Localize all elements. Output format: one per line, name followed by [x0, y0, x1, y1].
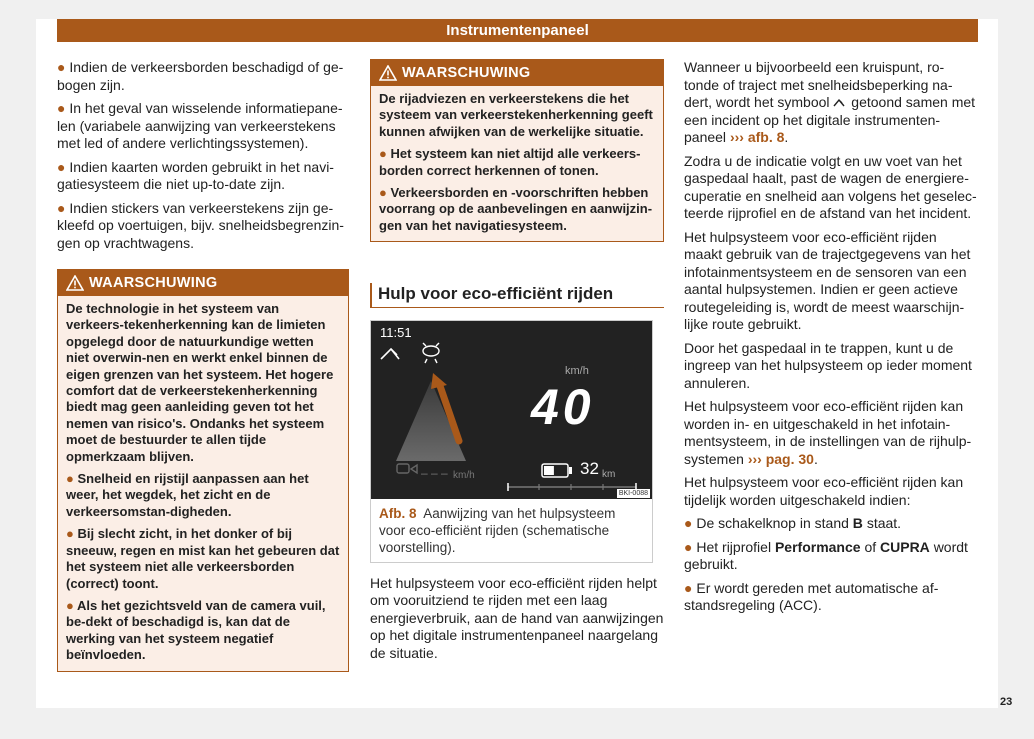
section-title: Hulp voor eco-efficiënt rijden [370, 283, 664, 308]
limit-unit: km/h [453, 469, 475, 481]
range-unit: km [602, 468, 616, 480]
column-middle [370, 59, 664, 668]
warning-box [370, 59, 664, 242]
warning-bullet: ● Snelheid en rijstijl aanpassen aan het weer, het wegdek, het zicht en de verkeersomstan-digheden. [66, 471, 309, 519]
instrument-screen [371, 321, 652, 499]
list-item: ● Indien kaarten worden gebruikt in het navi-gatiesysteem die niet up-to-date zijn. [57, 158, 334, 192]
paragraph: Zodra u de indicatie volgt en uw voet van het gaspedaal haalt, past de wagen de energiere-cuperatie en snelheid aan volgens het geselec-teerde rijprofiel en de afstand van het incident. [684, 152, 977, 221]
bullet-icon: ● [57, 100, 70, 116]
page-number: 23 [1000, 696, 1013, 708]
paragraph: Het hulpsysteem voor eco-efficiënt rijden maakt gebruik van de trajectgegevens van het infotainmentsysteem en de sensoren van een aantal hulpsystemen. Indien er geen actieve routegeleiding is, wordt de meest waarschijn-lijke route gebruikt. [684, 228, 971, 332]
warning-bullet: ● Het systeem kan niet altijd alle verkeers-borden correct herkennen of tonen. [379, 146, 641, 178]
sign-recognition-icon [397, 464, 417, 473]
warning-title: WAARSCHUWING [371, 60, 663, 86]
eco-assist-icon [381, 349, 399, 359]
figure-code: BKI-0088 [618, 489, 648, 497]
warning-box [57, 269, 349, 672]
warning-body [371, 86, 663, 241]
list-item: ● De schakelknop in stand B staat. [684, 515, 902, 531]
paragraph: Het hulpsysteem voor eco-efficiënt rijden kan worden in- en uitgeschakeld in het infotain-mentsysteem, in de instellingen van de rijhulp-systemen ››› pag. 30. [684, 398, 972, 467]
list-item: ● Er wordt gereden met automatische af-standsregeling (ACC). [684, 579, 939, 613]
speed-value: 40 [531, 378, 595, 435]
warning-triangle-icon [379, 65, 397, 81]
warning-bullet: ● Verkeersborden en -voorschriften hebben voorrang op de aanbevelingen en aanwijzin-gen van het navigatiesysteem. [379, 185, 653, 233]
page-link[interactable]: pag. 30 [765, 450, 814, 467]
clock-time: 11:51 [380, 324, 412, 340]
bullet-icon: ● [57, 59, 70, 75]
list-item: ● Indien de verkeersborden beschadigd of ge-bogen zijn. [57, 59, 344, 93]
list-item: ● Het rijprofiel Performance of CUPRA wordt gebruikt. [684, 538, 968, 572]
list-item: ● In het geval van wisselende informatiepane-len (variabele aanwijzing van verkeerstekens met led of andere verlichtingssystemen). [57, 100, 343, 151]
warning-title: WAARSCHUWING [58, 270, 348, 296]
bullet-icon: ● [57, 199, 70, 216]
paragraph: Wanneer u bijvoorbeeld een kruispunt, ro-tonde of traject met snelheidsbeperking na-dert, wordt het symbool getoond samen met een incident op het digitale instrumenten-paneel ››› afb. 8. [684, 59, 976, 145]
intro-paragraph: Het hulpsysteem voor eco-efficiënt rijden helpt om vooruitziend te rijden met een laag energieverbruik, aan de hand van aanwijzingen op het digitale instrumentenpaneel naargelang de situatie. [370, 574, 664, 661]
warning-triangle-icon [66, 275, 84, 291]
figure-caption: Afb. 8 Aanwijzing van het hulpsysteem voor eco-efficiënt rijden (schematische voorstelling). [371, 499, 652, 562]
battery-icon [542, 464, 572, 477]
eco-assist-icon [833, 96, 847, 108]
warning-intro: De rijadviezen en verkeerstekens die het systeem van verkeerstekenherkenning geeft kunnen afwijken van de werkelijke situatie. [379, 91, 653, 139]
bullet-icon: ● [57, 158, 70, 175]
warning-bullet: ● Als het gezichtsveld van de camera vuil, be-dekt of beschadigd is, kan dat de werking van het systeem negatief beïnvloeden. [66, 597, 326, 663]
list-item: ● Indien stickers van verkeerstekens zijn ge-kleefd op voertuigen, bijv. snelheidsbegrenzin-gen op vrachtwagens. [57, 199, 344, 251]
paragraph: Het hulpsysteem voor eco-efficiënt rijden kan tijdelijk worden uitgeschakeld indien: [684, 474, 964, 508]
figure [370, 320, 653, 563]
paragraph: Door het gaspedaal in te trappen, kunt u de ingreep van het hulpsysteem op ieder moment annuleren. [684, 339, 972, 391]
column-left [57, 59, 349, 672]
limit-dashes: – – – [421, 465, 448, 480]
column-right [684, 59, 978, 621]
figure-link[interactable]: afb. 8 [747, 129, 785, 145]
speed-unit: km/h [565, 364, 589, 377]
range-value: 32 [580, 458, 599, 478]
traffic-sign-icon [423, 343, 439, 363]
warning-bullet: ● Bij slecht zicht, in het donker of bij sneeuw, regen en mist kan het gebeuren dat het systeem niet alle verkeersborden (correct) toont. [66, 526, 340, 591]
page-header: Instrumentenpaneel [57, 19, 978, 42]
warning-intro: De technologie in het systeem van verkeers-tekenherkenning kan de limieten opgelegd door de natuurkundige wetten niet overwin-nen en werkt enkel binnen de eigen grenzen van het systeem. Het hogere comfort dat de verkeerstekenherkenning biedt mag geen aanleiding geven tot het nemen van risico's. Ondanks het systeem moet de bestuurder te allen tijde opmerkzaam blijven. [66, 301, 334, 464]
warning-body [58, 296, 348, 671]
